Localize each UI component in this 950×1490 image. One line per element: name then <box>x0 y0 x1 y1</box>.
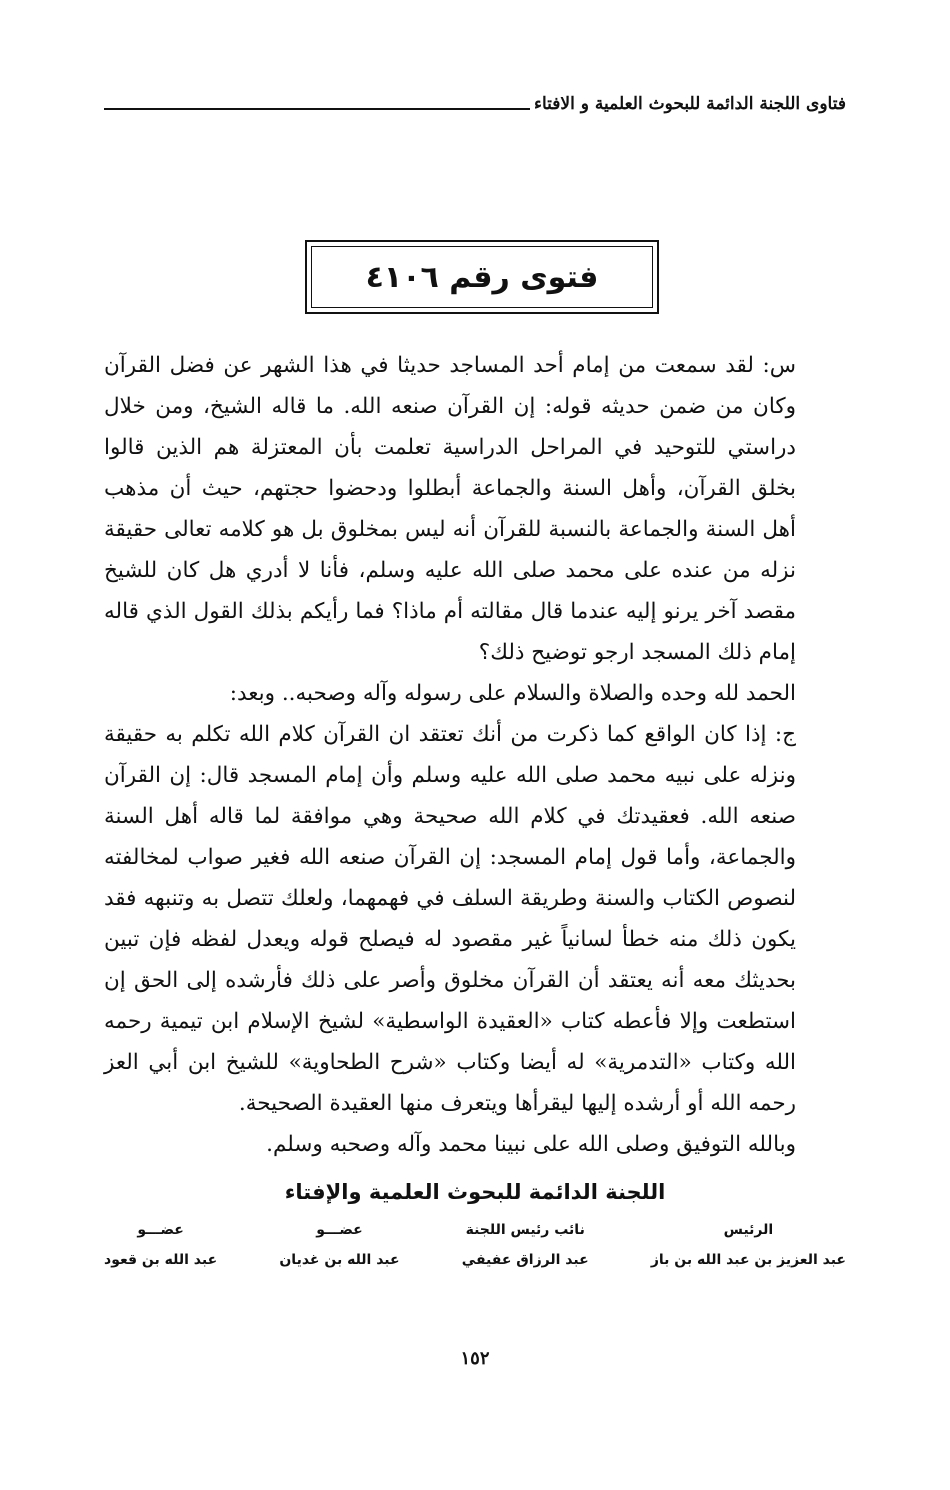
signature-role: عضـــو <box>316 1222 363 1238</box>
signature-role: عضـــو <box>137 1222 184 1238</box>
fatwa-number-box <box>305 240 659 314</box>
answer-paragraph: ج: إذا كان الواقع كما ذكرت من أنك تعتقد ان القرآن كلام الله تكلم به حقيقة ونزله على نبيه محمد صلى الله عليه وسلم وأن إمام المسجد قال: إن القرآن صنعه الله. فعقيدتك في كلام الله صحيحة وهي موافقة لما قاله أهل السنة والجماعة، وأما قول إمام المسجد: إن القرآن صنعه الله فغير صواب لمخالفته لنصوص الكتاب والسنة وطريقة السلف في فهمهما، ولعلك تتصل به وتنبهه فقد يكون ذلك منه خطأ لسانياً غير مقصود له فيصلح قوله ويعدل لفظه فإن تبين بحديثك معه أنه يعتقد أن القرآن مخلوق وأصر على ذلك فأرشده إلى الحق إن استطعت وإلا فأعطه كتاب «العقيدة الواسطية» لشيخ الإسلام ابن تيمية رحمه الله وكتاب «التدمرية» له أيضا وكتاب «شرح الطحاوية» للشيخ ابن أبي العز رحمه الله أو أرشده إليها ليقرأها ويتعرف منها العقيدة الصحيحة. <box>104 722 796 1116</box>
signature-role: نائب رئيس اللجنة <box>465 1222 585 1238</box>
signature-name: عبد العزيز بن عبد الله بن باز <box>650 1252 846 1268</box>
closing-paragraph: وبالله التوفيق وصلى الله على نبينا محمد وآله وصحبه وسلم. <box>266 1132 796 1157</box>
fatwa-body <box>104 345 846 1165</box>
running-header <box>104 88 846 114</box>
header-title: فتاوى اللجنة الدائمة للبحوث العلمية و الافتاء <box>534 94 846 114</box>
fatwa-title: فتوى رقم ٤١٠٦ <box>365 259 599 295</box>
page-number: ١٥٢ <box>460 1348 490 1369</box>
signature-name: عبد الرزاق عفيفي <box>461 1252 589 1268</box>
signatures <box>104 1222 846 1268</box>
committee-name: اللجنة الدائمة للبحوث العلمية والإفتاء <box>284 1180 666 1204</box>
signature-name: عبد الله بن غديان <box>279 1252 400 1268</box>
signature-vice-chairman <box>462 1222 589 1268</box>
question-paragraph: س: لقد سمعت من إمام أحد المساجد حديثا في هذا الشهر عن فضل القرآن وكان من ضمن حديثه قوله: إن القرآن صنعه الله. ما قاله الشيخ، ومن خلال دراستي للتوحيد في المراحل الدراسية تعلمت بأن المعتزلة هم الذين قالوا بخلق القرآن، وأهل السنة والجماعة أبطلوا ودحضوا حجتهم، حيث أن مذهب أهل السنة والجماعة بالنسبة للقرآن أنه ليس بمخلوق بل هو كلامه تعالى حقيقة نزله من عنده على محمد صلى الله عليه وسلم، فأنا لا أدري هل كان للشيخ مقصد آخر يرنو إليه عندما قال مقالته أم ماذا؟ فما رأيكم بذلك القول الذي قاله إمام ذلك المسجد ارجو توضيح ذلك؟ <box>104 353 796 665</box>
header-rule <box>104 108 530 110</box>
signature-name: عبد الله بن قعود <box>104 1252 218 1268</box>
signature-member-1 <box>279 1222 399 1268</box>
praise-paragraph: الحمد لله وحده والصلاة والسلام على رسوله وآله وصحبه.. وبعد: <box>229 681 796 706</box>
signature-role: الرئيس <box>723 1222 774 1238</box>
signature-chairman <box>651 1222 846 1268</box>
signature-member-2 <box>104 1222 217 1268</box>
